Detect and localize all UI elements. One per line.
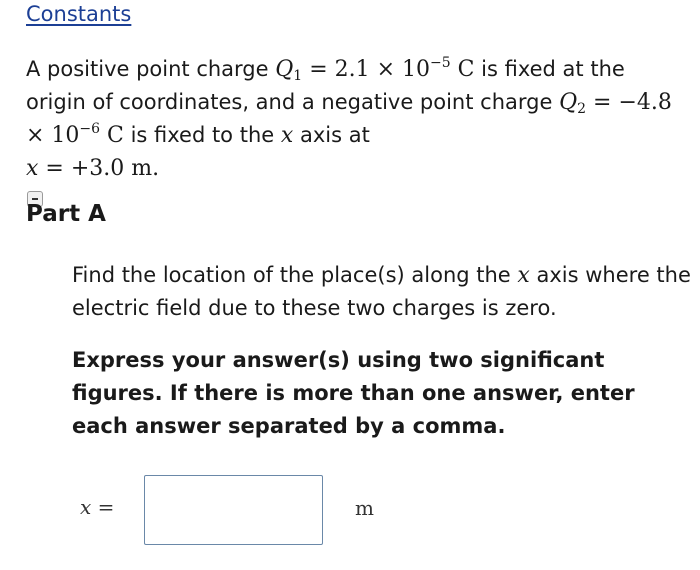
q1-equation: = 2.1 × 10 — [302, 57, 431, 82]
position-expression — [26, 156, 159, 181]
unit-label: m — [355, 496, 374, 520]
question-text-2: axis where the electric field due to these two charges is zero. — [72, 263, 691, 320]
problem-text-2: is fixed at the origin of coordinates, and a negative point charge — [26, 57, 625, 114]
question-variable: x — [517, 263, 530, 288]
problem-statement — [26, 53, 686, 185]
q2-exponent: −6 — [79, 121, 101, 137]
constants-link[interactable]: Constants — [26, 2, 132, 26]
position-value: = +3.0 m. — [38, 156, 160, 181]
q2-equation: = −4.8 × 10 — [26, 90, 672, 148]
problem-text-1: A positive point charge — [26, 57, 276, 81]
answer-label-variable: x — [80, 495, 92, 519]
answer-input[interactable] — [144, 475, 323, 545]
q1-subscript: 1 — [293, 68, 303, 84]
problem-text-3: is fixed to the — [123, 123, 281, 147]
part-title: Part A — [26, 201, 106, 227]
q1-unit: C — [450, 57, 475, 82]
position-variable: x — [26, 156, 39, 181]
question-text-1: Find the location of the place(s) along the — [72, 263, 518, 287]
answer-label — [80, 495, 114, 519]
q2-symbol: Q — [559, 90, 578, 115]
q1-symbol: Q — [275, 57, 294, 82]
q2-subscript: 2 — [577, 101, 587, 117]
axis-variable: x — [280, 123, 294, 148]
question-text — [72, 259, 692, 325]
answer-instructions: Express your answer(s) using two significant figures. If there is more than one answer, enter each answer separated by a comma. — [72, 348, 635, 438]
q2-unit: C — [100, 123, 124, 148]
minus-icon — [32, 198, 38, 200]
problem-text-4: axis at — [293, 123, 370, 147]
answer-label-equals: = — [91, 495, 115, 519]
q1-exponent: −5 — [430, 55, 451, 71]
q1-expression — [275, 57, 474, 82]
